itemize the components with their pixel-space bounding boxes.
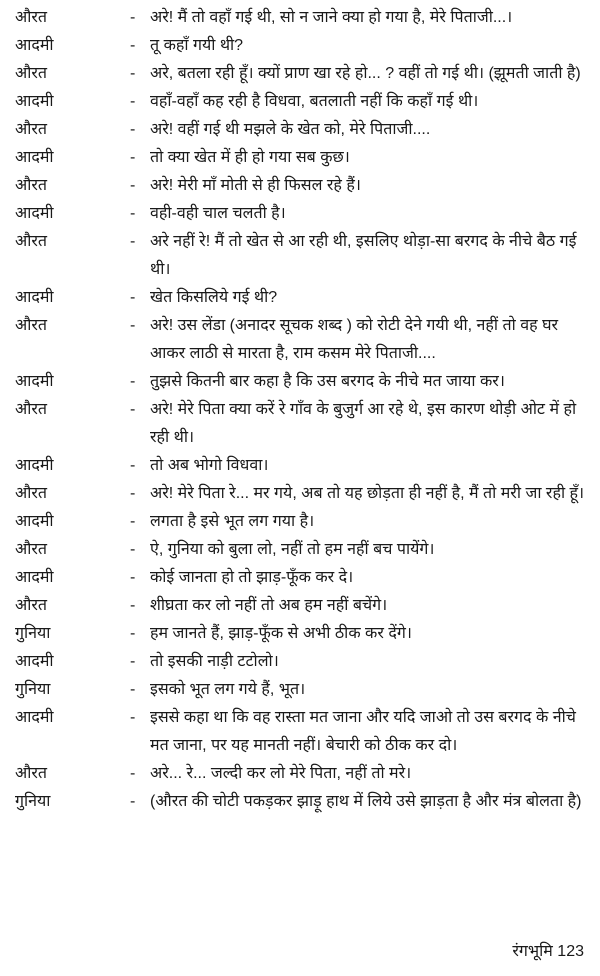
page-number: 123 — [557, 943, 584, 960]
dialogue-text: खेत किसलिये गई थी? — [150, 289, 278, 306]
dialogue-entry — [15, 396, 590, 452]
dialogue-text: ऐ, गुनिया को बुला लो, नहीं तो हम नहीं बच पायेंगे। — [150, 541, 435, 558]
dialogue-dash: - — [130, 121, 136, 138]
speaker-name: आदमी — [15, 569, 54, 586]
dialogue-dash: - — [130, 177, 136, 194]
dialogue-entry — [15, 88, 590, 116]
dialogue-entry — [15, 4, 590, 32]
dialogue-dash: - — [130, 709, 136, 726]
speaker-name: आदमी — [15, 205, 54, 222]
speaker-name: औरत — [15, 121, 48, 138]
speaker-name: आदमी — [15, 373, 54, 390]
speaker-name: आदमी — [15, 37, 54, 54]
dialogue-entry — [15, 452, 590, 480]
speaker-name: आदमी — [15, 653, 54, 670]
dialogue-text: वहाँ-वहाँ कह रही है विधवा, बतलाती नहीं कि कहाँ गई थी। — [150, 93, 479, 110]
dialogue-text: अरे, बतला रही हूँ। क्यों प्राण खा रहे हो... ? वहीं तो गई थी। (झूमती जाती है) — [150, 65, 581, 82]
dialogue-text: तो इसकी नाड़ी टटोलो। — [150, 653, 279, 670]
dialogue-dash: - — [130, 457, 136, 474]
dialogue-dash: - — [130, 205, 136, 222]
dialogue-dash: - — [130, 65, 136, 82]
speaker-name: आदमी — [15, 93, 54, 110]
dialogue-text: अरे! मैं तो वहाँ गई थी, सो न जाने क्या हो गया है, मेरे पिताजी...। — [150, 9, 513, 26]
dialogue-entry — [15, 760, 590, 788]
speaker-name: आदमी — [15, 149, 54, 166]
speaker-name: औरत — [15, 485, 48, 502]
dialogue-text: वही-वही चाल चलती है। — [150, 205, 286, 222]
dialogue-dash: - — [130, 401, 136, 418]
dialogue-text: अरे... रे... जल्दी कर लो मेरे पिता, नहीं तो मरे। — [150, 765, 412, 782]
dialogue-text: अरे! वहीं गई थी मझले के खेत को, मेरे पिताजी.... — [150, 121, 431, 138]
speaker-name: आदमी — [15, 709, 54, 726]
dialogue-text: अरे! उस लेंडा (अनादर सूचक शब्द ) को रोटी देने गयी थी, नहीं तो वह घर आकर लाठी से मारता है, राम कसम मेरे पिताजी.... — [150, 317, 559, 362]
speaker-name: आदमी — [15, 289, 54, 306]
speaker-name: गुनिया — [15, 681, 51, 698]
dialogue-text: अरे! मेरी माँ मोती से ही फिसल रहे हैं। — [150, 177, 361, 194]
dialogue-dash: - — [130, 681, 136, 698]
speaker-name: औरत — [15, 401, 48, 418]
dialogue-entry — [15, 172, 590, 200]
dialogue-text: इसको भूत लग गये हैं, भूत। — [150, 681, 306, 698]
dialogue-entry — [15, 620, 590, 648]
dialogue-dash: - — [130, 373, 136, 390]
dialogue-dash: - — [130, 289, 136, 306]
dialogue-entry — [15, 312, 590, 368]
dialogue-dash: - — [130, 149, 136, 166]
dialogue-list — [15, 4, 590, 816]
dialogue-entry — [15, 676, 590, 704]
dialogue-entry — [15, 648, 590, 676]
dialogue-dash: - — [130, 93, 136, 110]
dialogue-text: कोई जानता हो तो झाड़-फूँक कर दे। — [150, 569, 354, 586]
dialogue-dash: - — [130, 317, 136, 334]
dialogue-entry — [15, 144, 590, 172]
dialogue-entry — [15, 704, 590, 760]
dialogue-dash: - — [130, 597, 136, 614]
dialogue-text: इससे कहा था कि वह रास्ता मत जाना और यदि जाओ तो उस बरगद के नीचे मत जाना, पर यह मानती नहीं। बेचारी को ठीक कर दो। — [150, 709, 576, 754]
page-footer — [512, 938, 584, 966]
speaker-name: आदमी — [15, 457, 54, 474]
dialogue-text: लगता है इसे भूत लग गया है। — [150, 513, 315, 530]
dialogue-entry — [15, 788, 590, 816]
dialogue-text: तुझसे कितनी बार कहा है कि उस बरगद के नीचे मत जाया कर। — [150, 373, 505, 390]
speaker-name: गुनिया — [15, 793, 51, 810]
dialogue-text: तू कहाँ गयी थी? — [150, 37, 244, 54]
dialogue-dash: - — [130, 625, 136, 642]
dialogue-text: हम जानते हैं, झाड़-फूँक से अभी ठीक कर देंगे। — [150, 625, 412, 642]
dialogue-dash: - — [130, 9, 136, 26]
dialogue-text: तो क्या खेत में ही हो गया सब कुछ। — [150, 149, 350, 166]
speaker-name: औरत — [15, 233, 48, 250]
dialogue-dash: - — [130, 513, 136, 530]
dialogue-entry — [15, 284, 590, 312]
dialogue-dash: - — [130, 653, 136, 670]
dialogue-entry — [15, 368, 590, 396]
speaker-name: औरत — [15, 317, 48, 334]
dialogue-entry — [15, 116, 590, 144]
dialogue-entry — [15, 536, 590, 564]
dialogue-entry — [15, 200, 590, 228]
speaker-name: गुनिया — [15, 625, 51, 642]
dialogue-dash: - — [130, 37, 136, 54]
dialogue-text: तो अब भोगो विधवा। — [150, 457, 269, 474]
dialogue-entry — [15, 564, 590, 592]
dialogue-entry — [15, 60, 590, 88]
dialogue-dash: - — [130, 541, 136, 558]
dialogue-dash: - — [130, 485, 136, 502]
dialogue-text: अरे! मेरे पिता रे... मर गये, अब तो यह छोड़ता ही नहीं है, मैं तो मरी जा रही हूँ। — [150, 485, 585, 502]
speaker-name: औरत — [15, 65, 48, 82]
dialogue-text: अरे नहीं रे! मैं तो खेत से आ रही थी, इसलिए थोड़ा-सा बरगद के नीचे बैठ गई थी। — [150, 233, 577, 278]
speaker-name: आदमी — [15, 513, 54, 530]
dialogue-dash: - — [130, 765, 136, 782]
speaker-name: औरत — [15, 177, 48, 194]
dialogue-dash: - — [130, 793, 136, 810]
speaker-name: औरत — [15, 9, 48, 26]
dialogue-entry — [15, 592, 590, 620]
dialogue-text: (औरत की चोटी पकड़कर झाड़ू हाथ में लिये उसे झाड़ता है और मंत्र बोलता है) — [150, 793, 582, 810]
dialogue-entry — [15, 32, 590, 60]
dialogue-dash: - — [130, 233, 136, 250]
dialogue-entry — [15, 480, 590, 508]
book-title: रंगभूमि — [512, 943, 553, 960]
speaker-name: औरत — [15, 765, 48, 782]
speaker-name: औरत — [15, 541, 48, 558]
dialogue-text: शीघ्रता कर लो नहीं तो अब हम नहीं बचेंगे। — [150, 597, 388, 614]
dialogue-text: अरे! मेरे पिता क्या करें रे गाँव के बुजुर्ग आ रहे थे, इस कारण थोड़ी ओट में हो रही थी। — [150, 401, 577, 446]
dialogue-entry — [15, 508, 590, 536]
dialogue-dash: - — [130, 569, 136, 586]
dialogue-entry — [15, 228, 590, 284]
speaker-name: औरत — [15, 597, 48, 614]
